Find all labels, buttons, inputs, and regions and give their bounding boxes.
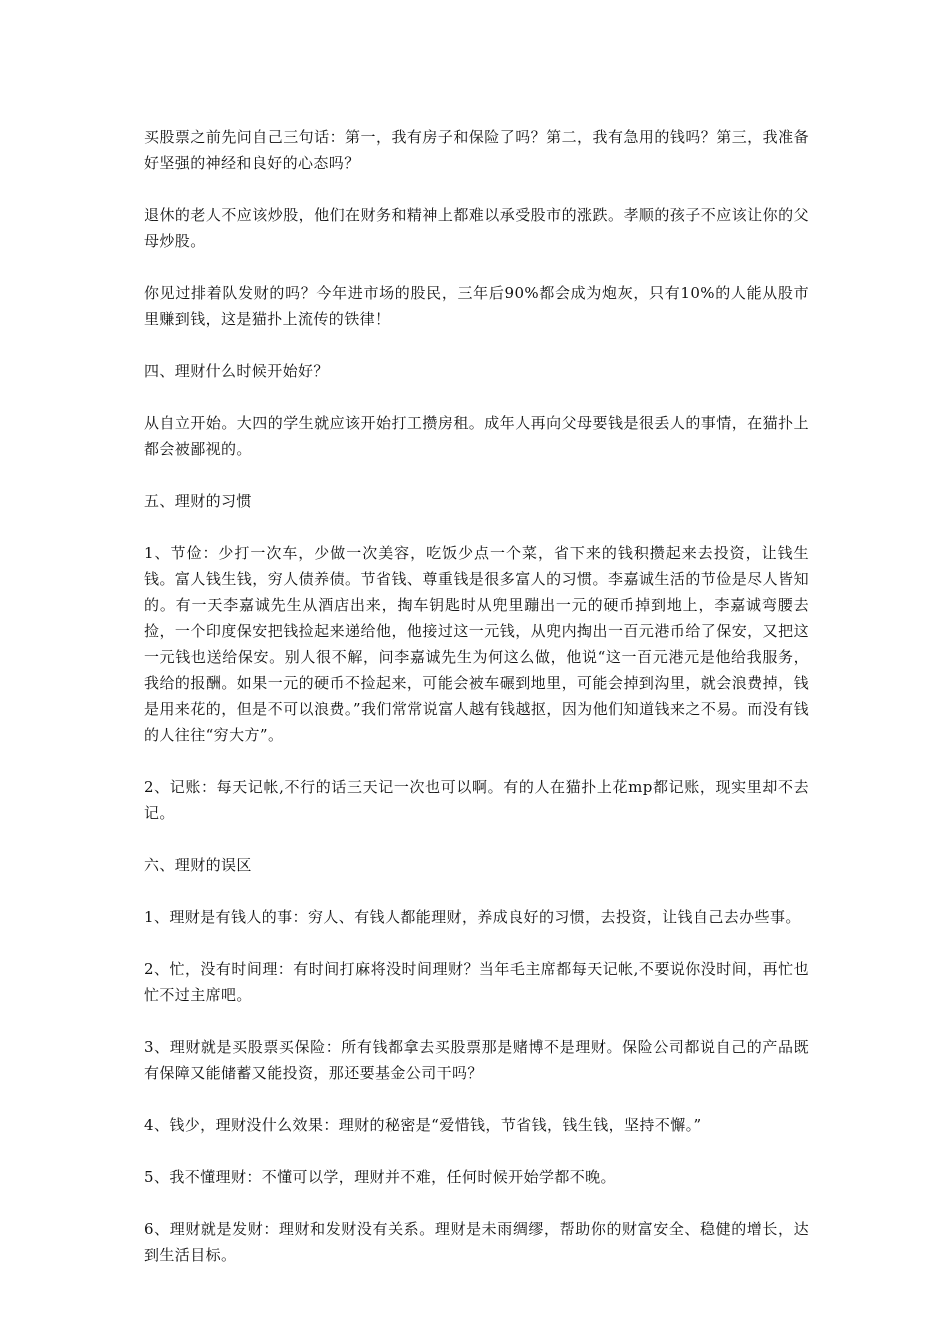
paragraph-misconception-1: 1、理财是有钱人的事：穷人、有钱人都能理财，养成良好的习惯，去投资，让钱自己去办些事。 (144, 908, 801, 926)
paragraph-misconception-2: 2、忙，没有时间理：有时间打麻将没时间理财？当年毛主席都每天记帐,不要说你没时间，再忙也忙不过主席吧。 (144, 960, 809, 1004)
section-heading-habits: 五、理财的习惯 (144, 492, 252, 510)
paragraph-habit-bookkeeping: 2、记账：每天记帐,不行的话三天记一次也可以啊。有的人在猫扑上花mp都记账，现实里却不去记。 (144, 778, 809, 822)
paragraph-retired-elderly: 退休的老人不应该炒股，他们在财务和精神上都难以承受股市的涨跌。孝顺的孩子不应该让你的父母炒股。 (144, 206, 809, 250)
paragraph-misconception-5: 5、我不懂理财：不懂可以学，理财并不难，任何时候开始学都不晚。 (144, 1168, 616, 1186)
paragraph-queue-to-get-rich: 你见过排着队发财的吗？今年进市场的股民，三年后90%都会成为炮灰，只有10%的人能从股市里赚到钱，这是猫扑上流传的铁律！ (144, 284, 809, 328)
paragraph-misconception-3: 3、理财就是买股票买保险：所有钱都拿去买股票那是赌博不是理财。保险公司都说自己的产品既有保障又能储蓄又能投资，那还要基金公司干吗？ (144, 1038, 809, 1082)
paragraph-misconception-6: 6、理财就是发财：理财和发财没有关系。理财是未雨绸缪，帮助你的财富安全、稳健的增长，达到生活目标。 (144, 1220, 809, 1264)
section-heading-misconceptions: 六、理财的误区 (144, 856, 252, 874)
paragraph-habit-frugality: 1、节俭：少打一次车，少做一次美容，吃饭少点一个菜，省下来的钱积攒起来去投资，让钱生钱。富人钱生钱，穷人债养债。节省钱、尊重钱是很多富人的习惯。李嘉诚生活的节俭是尽人皆知的。有一天李嘉诚先生从酒店出来，掏车钥匙时从兜里蹦出一元的硬币掉到地上，李嘉诚弯腰去捡，一个印度保安把钱捡起来递给他，他接过这一元钱，从兜内掏出一百元港币给了保安，又把这一元钱也送给保安。别人很不解，问李嘉诚先生为何这么做，他说“这一百元港元是他给我服务，我给的报酬。如果一元的硬币不捡起来，可能会被车碾到地里，可能会掉到沟里，就会浪费掉，钱是用来花的，但是不可以浪费。”我们常常说富人越有钱越抠，因为他们知道钱来之不易。而没有钱的人往往“穷大方”。 (144, 544, 809, 744)
paragraph-stock-three-questions: 买股票之前先问自己三句话：第一，我有房子和保险了吗？第二，我有急用的钱吗？第三，我准备好坚强的神经和良好的心态吗？ (144, 128, 809, 172)
document-body (144, 124, 809, 1294)
section-heading-when-to-start: 四、理财什么时候开始好？ (144, 362, 329, 380)
paragraph-misconception-4: 4、钱少，理财没什么效果：理财的秘密是“爱惜钱，节省钱，钱生钱，坚持不懈。” (144, 1116, 702, 1134)
paragraph-start-from-independence: 从自立开始。大四的学生就应该开始打工攒房租。成年人再向父母要钱是很丢人的事情，在猫扑上都会被鄙视的。 (144, 414, 809, 458)
